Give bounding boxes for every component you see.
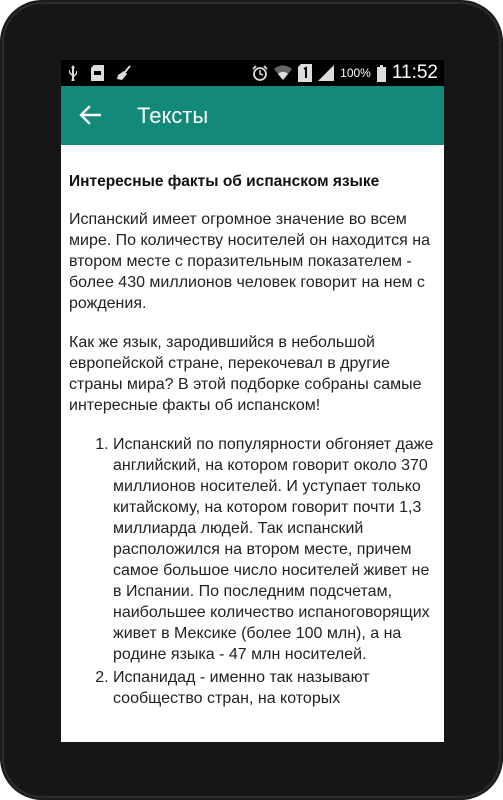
article-paragraph: Испанский имеет огромное значение во всем мире. По количеству носителей он находится на втором месте с поразительным показателем - более 430 миллионов человек говорит на нем с рождения. (69, 211, 430, 312)
article-content[interactable] (61, 145, 444, 742)
battery-icon (377, 65, 386, 82)
list-item: 2. Испанидад - именно так называют сообщество стран, на которых (113, 667, 436, 709)
page-title: Тексты (137, 103, 209, 128)
wifi-icon (274, 65, 292, 81)
app-toolbar (61, 86, 444, 145)
sim-1-icon (298, 64, 312, 82)
screen (61, 60, 444, 742)
status-bar (61, 60, 444, 86)
list-item: 1. Испанский по популярности обгоняет даже английский, на котором говорит около 370 миллионов носителей. И уступает только китайскому, на котором говорит почти 1,3 миллиарда людей. Так испанский расположился на втором месте, причем самое большое число носителей живет не в Испании. По последним подсчетам, наибольшее количество испаноговорящих живет в Мексике (более 100 млн), а на родине языка - 47 млн носителей. (113, 434, 436, 665)
sd-card-icon (91, 65, 104, 81)
clock: 11:52 (391, 62, 438, 83)
back-button[interactable] (75, 100, 105, 130)
article-title: Интересные факты об испанском языке (69, 173, 380, 190)
battery-percent: 100% (340, 66, 371, 80)
usb-icon (67, 65, 79, 81)
status-right-icons (252, 62, 438, 84)
article-paragraph: Как же язык, зародившийся в небольшой европейской стране, перекочевал в другие страны мира? В этой подборке собраны самые интересные факты об испанском! (69, 334, 422, 414)
status-left-icons (67, 65, 132, 81)
signal-icon (318, 65, 334, 81)
alarm-icon (252, 65, 268, 81)
arrow-left-icon (79, 105, 101, 125)
broom-icon (116, 65, 132, 81)
facts-list (69, 434, 436, 709)
